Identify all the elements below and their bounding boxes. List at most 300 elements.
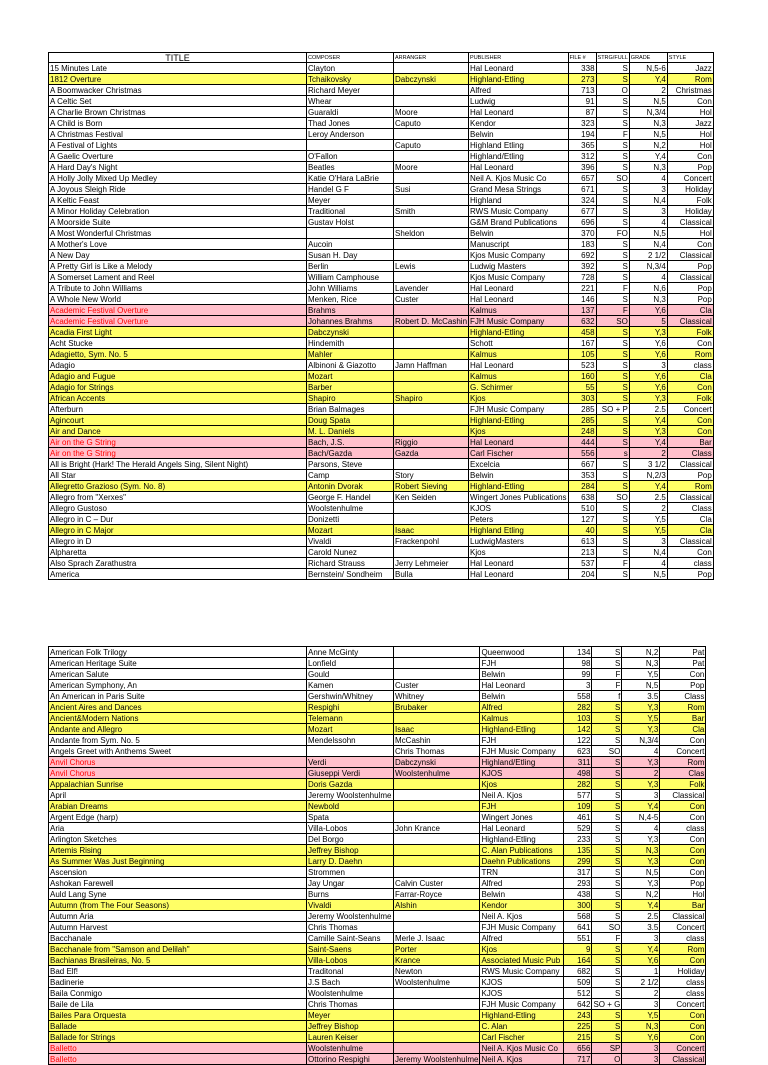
arranger-cell [394, 415, 469, 426]
strg-cell: S [596, 74, 629, 85]
title-cell: Acht Stucke [49, 338, 307, 349]
arranger-cell [394, 514, 469, 525]
publisher-cell: Kjos Music Company [469, 250, 569, 261]
table-row [49, 129, 714, 140]
style-cell: Holiday [660, 966, 706, 977]
table-row [49, 63, 714, 74]
grade-cell: Y,3 [622, 779, 660, 790]
file-cell: 696 [568, 217, 596, 228]
arranger-cell: Caputo [394, 118, 469, 129]
grade-cell: 1 [622, 966, 660, 977]
table-row [49, 911, 706, 922]
title-cell: Bailes Para Orquesta [49, 1010, 307, 1021]
publisher-cell: FJH [480, 801, 564, 812]
file-cell: 323 [568, 118, 596, 129]
strg-cell: S [596, 217, 629, 228]
arranger-cell: Woolstenhulme [394, 768, 480, 779]
file-cell: 641 [564, 922, 592, 933]
strg-cell: F [592, 669, 622, 680]
composer-cell: Bernstein/ Sondheim [307, 569, 394, 580]
publisher-cell: Highland-Etling [469, 327, 569, 338]
style-cell: Rom [660, 757, 706, 768]
strg-header: STRG/FULL [597, 54, 628, 61]
strg-cell: S [592, 867, 622, 878]
table-row [49, 305, 714, 316]
file-cell: 215 [564, 1032, 592, 1043]
style-cell: Con [667, 415, 713, 426]
strg-cell: S [596, 239, 629, 250]
composer-cell: Lauren Keiser [307, 1032, 394, 1043]
style-cell: Pop [660, 680, 706, 691]
file-cell: 317 [564, 867, 592, 878]
style-cell: Classical [660, 1054, 706, 1065]
composer-cell: Mozart [307, 724, 394, 735]
composer-cell: Thad Jones [307, 118, 394, 129]
strg-cell: S [596, 371, 629, 382]
table-row [49, 680, 706, 691]
file-cell: 692 [568, 250, 596, 261]
title-cell: America [49, 569, 307, 580]
arranger-cell [394, 404, 469, 415]
grade-cell: N,4-5 [622, 812, 660, 823]
style-cell: Jazz [667, 63, 713, 74]
grade-cell: 2 1/2 [629, 250, 667, 261]
title-cell: Arlington Sketches [49, 834, 307, 845]
composer-cell: Berlin [307, 261, 394, 272]
publisher-cell: Hal Leonard [469, 437, 569, 448]
composer-cell: O'Fallon [307, 151, 394, 162]
publisher-cell: Highland-Etling [469, 415, 569, 426]
arranger-cell: Farrar-Royce [394, 889, 480, 900]
arranger-cell: Robert D. McCashin [395, 316, 468, 326]
grade-cell: 2.5 [629, 492, 667, 503]
style-cell: Concert [660, 922, 706, 933]
publisher-cell: C. Alan [480, 1021, 564, 1032]
file-cell: 438 [564, 889, 592, 900]
file-cell: 324 [568, 195, 596, 206]
file-cell: 127 [568, 514, 596, 525]
composer-cell: Clayton [307, 63, 394, 74]
publisher-cell: Highland/Etling [480, 757, 564, 768]
composer-cell: Beatles [307, 162, 394, 173]
strg-cell: S [592, 812, 622, 823]
publisher-cell: Hal Leonard [469, 294, 569, 305]
title-cell: Autumn (from The Four Seasons) [49, 900, 307, 911]
grade-cell: N,5 [622, 680, 660, 691]
title-cell: Also Sprach Zarathustra [49, 558, 307, 569]
publisher-cell: Daehn Publications [480, 856, 564, 867]
style-cell: Cla [660, 724, 706, 735]
table-row [49, 228, 714, 239]
file-cell: 213 [568, 547, 596, 558]
composer-cell: Richard Meyer [307, 85, 394, 96]
style-cell: Classical [667, 536, 713, 547]
table-row [49, 988, 706, 999]
style-cell: Class [667, 503, 713, 514]
grade-cell: N,5-6 [629, 63, 667, 74]
composer-cell: Burns [307, 889, 394, 900]
composer-cell: Guaraldi [307, 107, 394, 118]
title-cell: Bacchanale [49, 933, 307, 944]
table-row [49, 1043, 706, 1054]
composer-cell: Woolstenhulme [307, 503, 394, 514]
file-cell: 558 [564, 691, 592, 702]
arranger-cell: Newton [394, 966, 480, 977]
strg-cell: O [596, 85, 629, 96]
file-cell: 444 [568, 437, 596, 448]
grade-cell: Y,4 [629, 415, 667, 426]
publisher-cell: Highland/Etling [469, 151, 569, 162]
publisher-cell: Peters [469, 514, 569, 525]
title-cell: Allegro from "Xerxes" [49, 492, 307, 503]
table-row [49, 834, 706, 845]
style-cell: Folk [660, 779, 706, 790]
title-cell: April [49, 790, 307, 801]
grade-cell: N,2 [629, 140, 667, 151]
strg-cell: S [592, 702, 622, 713]
strg-cell: SO [596, 492, 629, 503]
composer-cell: George F. Handel [307, 492, 394, 503]
title-cell: Adagio and Fugue [49, 371, 307, 382]
arranger-cell [394, 834, 480, 845]
strg-cell: SO + G [593, 999, 621, 1009]
style-header: STYLE [667, 53, 713, 63]
style-cell: Rom [667, 74, 713, 85]
arranger-cell [394, 845, 480, 856]
arranger-cell: Chris Thomas [394, 746, 480, 757]
grade-cell: 4 [629, 173, 667, 184]
arranger-cell [394, 713, 480, 724]
strg-cell: F [596, 129, 629, 140]
style-cell: Pop [667, 261, 713, 272]
arranger-cell [394, 856, 480, 867]
file-cell: 512 [564, 988, 592, 999]
file-cell: 98 [564, 658, 592, 669]
file-cell: 142 [564, 724, 592, 735]
strg-cell: S [596, 63, 629, 74]
style-cell: Rom [660, 702, 706, 713]
style-cell: class [667, 558, 713, 569]
strg-cell: F [592, 680, 622, 691]
composer-cell: Verdi [307, 757, 394, 768]
style-cell: Hol [667, 140, 713, 151]
title-cell: American Folk Trilogy [49, 647, 307, 658]
file-cell: 137 [568, 305, 596, 316]
publisher-cell: Excelcia [469, 459, 569, 470]
arranger-cell [394, 239, 469, 250]
strg-cell: S [592, 889, 622, 900]
strg-cell: S [592, 1032, 622, 1043]
arranger-cell [394, 503, 469, 514]
grade-cell: 3 [622, 1054, 660, 1065]
style-cell: Classical [667, 459, 713, 470]
publisher-cell: KJOS [469, 503, 569, 514]
title-cell: A Pretty Girl is Like a Melody [49, 261, 307, 272]
title-cell: A Festival of Lights [49, 140, 307, 151]
publisher-cell: Neil A. Kjos Music Co [469, 173, 569, 184]
table-row [49, 239, 714, 250]
file-cell: 728 [568, 272, 596, 283]
file-cell: 300 [564, 900, 592, 911]
grade-cell: N,6 [629, 283, 667, 294]
composer-cell: Kamen [307, 680, 394, 691]
file-cell: 370 [568, 228, 596, 239]
style-cell: Con [667, 382, 713, 393]
composer-cell: William Camphouse [307, 272, 394, 283]
strg-cell: S [592, 845, 622, 856]
publisher-cell: FJH Music Company [469, 316, 569, 327]
table-row [49, 404, 714, 415]
composer-cell: Katie O'Hara LaBrie [307, 173, 394, 184]
grade-cell: N,5 [622, 867, 660, 878]
arranger-cell: Moore [394, 107, 469, 118]
table-row [49, 823, 706, 834]
table-row [49, 195, 714, 206]
composer-cell: Whear [307, 96, 394, 107]
arranger-cell [394, 779, 480, 790]
file-cell: 282 [564, 702, 592, 713]
title-cell: Andante from Sym. No. 5 [49, 735, 307, 746]
title-cell: A Charlie Brown Christmas [49, 107, 307, 118]
strg-cell: SO [596, 173, 629, 184]
composer-cell: J.S Bach [307, 977, 394, 988]
grade-cell: 3 [629, 206, 667, 217]
grade-cell: 3 [629, 536, 667, 547]
table-row [49, 867, 706, 878]
table-row [49, 514, 714, 525]
composer-cell: Villa-Lobos [307, 823, 394, 834]
table-row [49, 735, 706, 746]
strg-cell: S [592, 977, 622, 988]
grade-cell: 3 [622, 1043, 660, 1054]
file-cell: 682 [564, 966, 592, 977]
table-row [49, 889, 706, 900]
style-cell: Con [660, 867, 706, 878]
arranger-cell [394, 272, 469, 283]
strg-cell: S [592, 966, 622, 977]
composer-cell: Vivaldi [307, 900, 394, 911]
title-cell: Ballade for Strings [49, 1032, 307, 1043]
publisher-cell: Kjos Music Company [469, 272, 569, 283]
table-row [49, 1010, 706, 1021]
composer-cell: Meyer [307, 1010, 394, 1021]
file-cell: 243 [564, 1010, 592, 1021]
style-cell: Bar [667, 437, 713, 448]
music-library-table-2 [48, 646, 706, 1065]
arranger-cell: Calvin Custer [394, 878, 480, 889]
file-cell: 9 [564, 944, 592, 955]
file-cell: 311 [564, 757, 592, 768]
file-cell: 293 [564, 878, 592, 889]
file-cell: 3 [564, 680, 592, 691]
style-cell: Classical [667, 250, 713, 261]
grade-cell: Y,3 [629, 426, 667, 437]
title-cell: Academic Festival Overture [49, 305, 307, 316]
composer-cell [307, 228, 394, 239]
file-cell: 623 [564, 746, 592, 757]
arranger-cell: Robert Sieving [394, 481, 469, 492]
file-cell: 510 [568, 503, 596, 514]
table-row [49, 658, 706, 669]
title-cell: Arabian Dreams [49, 801, 307, 812]
arranger-cell: Alshin [394, 900, 480, 911]
grade-cell: N,3 [629, 162, 667, 173]
style-cell: Classical [660, 790, 706, 801]
music-library-table-1 [48, 52, 714, 580]
title-cell: A Most Wonderful Christmas [49, 228, 307, 239]
arranger-cell [394, 867, 480, 878]
file-cell: 204 [568, 569, 596, 580]
grade-cell: Y,5 [622, 669, 660, 680]
composer-cell: Respighi [307, 702, 394, 713]
publisher-cell: RWS Music Company [469, 206, 569, 217]
strg-cell: S [592, 1021, 622, 1032]
file-cell: 657 [568, 173, 596, 184]
strg-cell: S [596, 437, 629, 448]
table-row [49, 294, 714, 305]
title-cell: A Joyous Sleigh Ride [49, 184, 307, 195]
arranger-cell: Caputo [394, 140, 469, 151]
composer-cell: Woolstenhulme [307, 1043, 394, 1054]
style-cell: Clas [660, 768, 706, 779]
title-cell: Angels Greet with Anthems Sweet [49, 746, 307, 757]
publisher-cell: Belwin [480, 669, 564, 680]
title-cell: Baile de Lila [49, 999, 307, 1010]
file-cell: 134 [564, 647, 592, 658]
style-cell: Bar [660, 713, 706, 724]
title-cell: Academic Festival Overture [49, 316, 307, 327]
grade-cell: 3 [629, 184, 667, 195]
grade-cell: Y,3 [622, 856, 660, 867]
publisher-cell: FJH Music Company [480, 999, 564, 1010]
title-cell: A Tribute to John Williams [49, 283, 307, 294]
grade-cell: 4 [629, 272, 667, 283]
style-cell: Christmas [667, 85, 713, 96]
strg-cell: SO + P [596, 404, 629, 415]
style-cell: Cla [667, 371, 713, 382]
composer-cell: Antonin Dvorak [307, 481, 394, 492]
publisher-cell: Ludwig [469, 96, 569, 107]
arranger-cell [394, 195, 469, 206]
arranger-cell: Dabczynski [394, 74, 469, 85]
file-cell: 717 [564, 1054, 592, 1065]
arranger-cell [394, 658, 480, 669]
grade-cell: N,5 [629, 228, 667, 239]
grade-cell: Y,4 [622, 900, 660, 911]
grade-cell: N,3/4 [629, 261, 667, 272]
composer-cell: Ottorino Respighi [307, 1054, 394, 1065]
strg-cell: SO [592, 922, 622, 933]
strg-cell: S [596, 503, 629, 514]
strg-cell: S [596, 514, 629, 525]
publisher-cell: Alfred [480, 702, 564, 713]
file-cell: 638 [568, 492, 596, 503]
style-cell: class [660, 988, 706, 999]
file-cell: 233 [564, 834, 592, 845]
publisher-cell: Kjos [469, 426, 569, 437]
grade-cell: 4 [622, 823, 660, 834]
strg-cell: S [592, 900, 622, 911]
style-cell: Con [667, 151, 713, 162]
publisher-cell: Kalmus [469, 305, 569, 316]
composer-cell: Richard Strauss [307, 558, 394, 569]
grade-cell: 2 [629, 448, 667, 459]
table-row [49, 107, 714, 118]
grade-cell: N,3/4 [629, 107, 667, 118]
arranger-cell [394, 217, 469, 228]
strg-cell: F [596, 558, 629, 569]
file-cell: 273 [568, 74, 596, 85]
title-cell: Adagio [49, 360, 307, 371]
style-cell: Con [667, 547, 713, 558]
publisher-cell: Kjos [480, 944, 564, 955]
table-row [49, 503, 714, 514]
strg-cell: S [596, 96, 629, 107]
file-cell: 392 [568, 261, 596, 272]
composer-cell: Anne McGinty [307, 647, 394, 658]
file-cell: 338 [568, 63, 596, 74]
publisher-cell: Carl Fischer [469, 448, 569, 459]
grade-cell: Y,5 [622, 713, 660, 724]
title-cell: Aria [49, 823, 307, 834]
title-cell: Afterburn [49, 404, 307, 415]
composer-cell: Brian Balmages [307, 404, 394, 415]
strg-cell: S [592, 757, 622, 768]
title-cell: Argent Edge (harp) [49, 812, 307, 823]
strg-cell: S [596, 481, 629, 492]
grade-cell: Y,5 [629, 514, 667, 525]
file-cell: 122 [564, 735, 592, 746]
table-row [49, 393, 714, 404]
table-row [49, 856, 706, 867]
grade-cell: Y,4 [622, 944, 660, 955]
table-row [49, 790, 706, 801]
composer-cell: Mendelssohn [307, 735, 394, 746]
style-cell: Con [660, 845, 706, 856]
composer-cell: Strommen [307, 867, 394, 878]
publisher-cell: Kendor [480, 900, 564, 911]
arranger-cell [394, 1032, 480, 1043]
table-row [49, 746, 706, 757]
composer-cell: Mozart [307, 525, 394, 536]
arranger-cell [394, 63, 469, 74]
arranger-cell [394, 173, 469, 184]
grade-cell: N,3 [629, 118, 667, 129]
title-cell: 15 Minutes Late [49, 63, 307, 74]
file-cell: 353 [568, 470, 596, 481]
arranger-cell: John Krance [394, 823, 480, 834]
arranger-cell: Jerry Lehmeier [394, 558, 469, 569]
composer-cell: Parsons, Steve [307, 459, 394, 470]
publisher-cell: FJH Music Company [480, 746, 564, 757]
file-cell: 632 [568, 316, 596, 327]
title-cell: An American in Paris Suite [49, 691, 307, 702]
title-cell: Balletto [49, 1043, 307, 1054]
table-row [49, 349, 714, 360]
table-row [49, 525, 714, 536]
table-row [49, 470, 714, 481]
publisher-header: PUBLISHER [469, 53, 569, 63]
publisher-cell: Kjos [469, 393, 569, 404]
style-cell: class [660, 823, 706, 834]
strg-cell: S [592, 735, 622, 746]
composer-cell: Bach/Gazda [307, 448, 394, 459]
style-cell: Folk [667, 393, 713, 404]
file-cell: 396 [568, 162, 596, 173]
strg-cell: S [592, 911, 622, 922]
title-cell: Alpharetta [49, 547, 307, 558]
table-row [49, 459, 714, 470]
